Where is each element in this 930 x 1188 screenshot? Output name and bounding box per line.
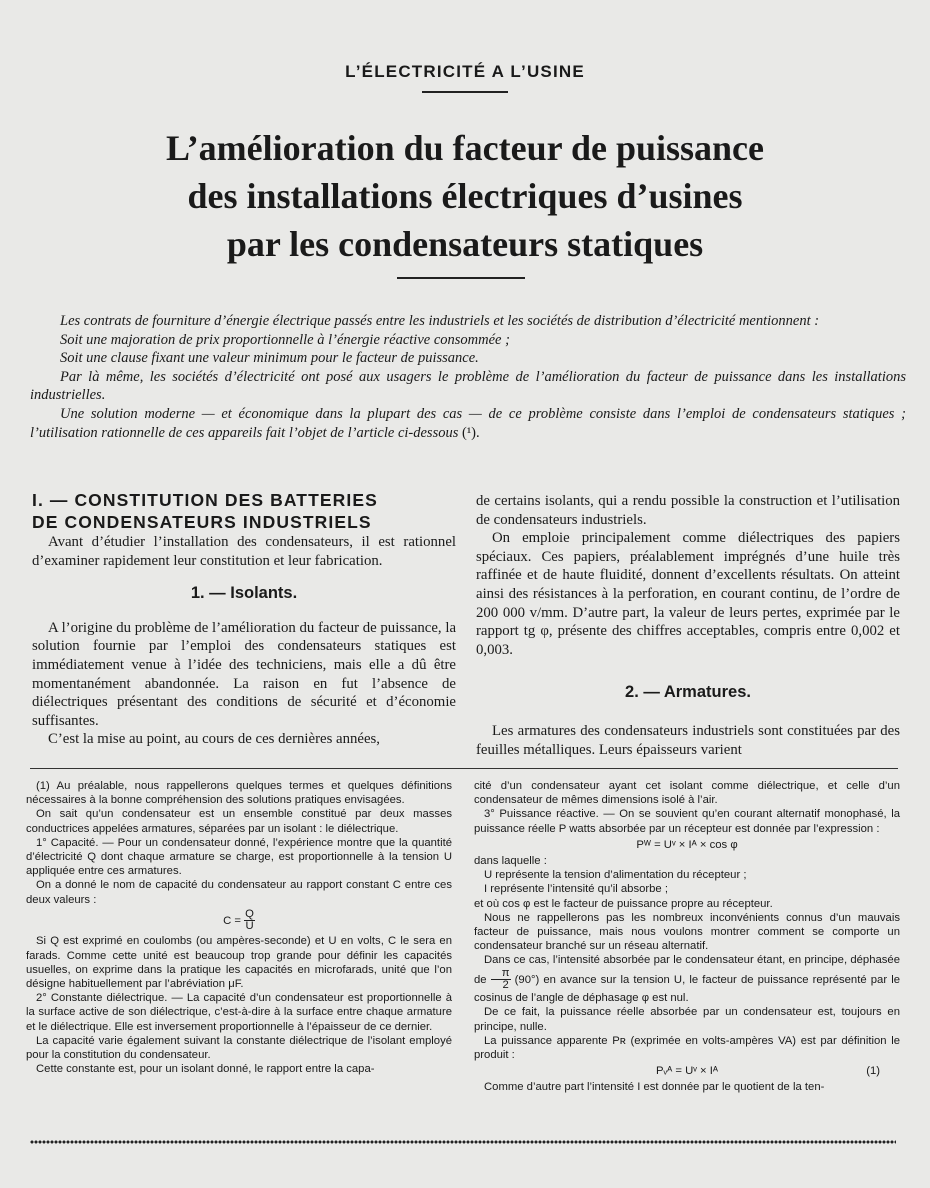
power-formula: Pᵂ = Uᵛ × Iᴬ × cos φ <box>636 838 738 851</box>
formula-lhs: C = <box>223 914 241 927</box>
footnotes-right <box>474 779 900 1095</box>
lede-paragraph-2: Soit une majoration de prix proportionnelle à l’énergie réactive consommée ; <box>60 331 510 348</box>
footnote-r-3: dans laquelle : <box>474 855 547 868</box>
left-paragraph-1: Avant d’étudier l’installation des condensateurs, il est rationnel d’examiner rapidement leur constitution et leur fabrication. <box>32 534 456 569</box>
section-heading-line-2: DE CONDENSATEURS INDUSTRIELS <box>32 512 372 532</box>
left-column <box>32 489 456 749</box>
footnote-r-8a: Dans ce cas, l’intensité absorbée par le condensateur étant, en principe, déphasée de <box>474 954 900 986</box>
footnote-r-8b: (90°) en avance sur la tension U, le facteur de puissance représenté par le cosinus de l’angle de déphasage φ est nul. <box>474 973 901 1005</box>
footnote-r-7: Nous ne rappellerons pas les nombreux inconvénients connus d’un mauvais facteur de puissance, mais nous voulons montrer comment se comporte un condensateur branché sur un réseau alternatif. <box>474 911 900 953</box>
phase-denominator: 2 <box>502 978 509 991</box>
lede-paragraph-5 <box>30 405 906 442</box>
title-line-1: L’amélioration du facteur de puissance <box>165 128 765 168</box>
title-line-2: des installations électriques d’usines <box>187 176 743 216</box>
footnote-text-7: La capacité varie également suivant la constante diélectrique de l’isolant employé pour la constitution du condensateur. <box>26 1034 452 1062</box>
lede-paragraph-3: Soit une clause fixant une valeur minimum pour le facteur de puissance. <box>60 350 479 367</box>
footnote-text-8: Cette constante est, pour un isolant donné, le rapport entre la capa- <box>36 1063 375 1076</box>
title-line-3: par les condensateurs statiques <box>226 224 704 264</box>
footnote-separator <box>30 768 898 769</box>
footnote-text-2: On sait qu’un condensateur est un ensemble constitué par deux masses conductrices appelées armatures, séparées par un isolant : le diélectrique. <box>26 808 452 835</box>
lede-paragraph-4: Par là même, les sociétés d’électricité ont posé aux usagers le problème de l’amélioration du facteur de puissance dans les installations industrielles. <box>30 368 906 404</box>
bottom-dotted-border <box>30 1140 896 1144</box>
left-paragraph-2: A l’origine du problème de l’amélioration du facteur de puissance, la solution fournie par l’emploi des condensateurs statiques est immédiatement venue à l’idée des techniciens, mais elle a dû être momentanément abandonnée. La raison en fut l’absence de diélectriques présentant des conditions de sécurité et d’économie suffisantes. <box>32 619 457 729</box>
formula-fraction <box>244 909 255 933</box>
capacity-formula <box>26 909 452 933</box>
footnote-r-11: Comme d’autre part l’intensité I est donnée par le quotient de la ten- <box>484 1081 825 1094</box>
right-paragraph-3: Les armatures des condensateurs industriels sont constituées par des feuilles métalliques. Leurs épaisseurs varient <box>476 722 900 758</box>
right-paragraph-2: On emploie principalement comme diélectriques des papiers spéciaux. Ces papiers, préalablement imprégnés d’une huile très raffinée et de haute fluidité, donnent d’excellents résultats. On atteint ainsi des résistances à la perforation, en courant continu, de l’ordre de 200 000 v/mm. D’autre part, la valeur de leurs pertes, exprimée par le rapport tg φ, présente des chiffres acceptables, compris entre 0,002 et 0,003. <box>476 530 900 658</box>
footnote-text-5: Si Q est exprimé en coulombs (ou ampères-seconde) et U en volts, C le sera en farads. Comme cette unité est beaucoup trop grande pour définir les capacités usuelles, on exprime dans la pratique les capacités en microfarads, unité que l’on désigne habituellement par l’abréviation μF. <box>26 935 452 991</box>
section-heading-line-1: I. — CONSTITUTION DES BATTERIES <box>32 490 378 510</box>
article-title <box>30 124 900 268</box>
rubric-title: L’ÉLECTRICITÉ A L’USINE <box>345 62 585 81</box>
right-column <box>476 492 900 759</box>
equation-number: (1) <box>866 1065 880 1078</box>
footnote-r-9: De ce fait, la puissance réelle absorbée par un condensateur est, toujours en principe, nulle. <box>474 1006 900 1033</box>
footnote-ref: (¹). <box>461 424 480 441</box>
subheading-armatures: 2. — Armatures. <box>625 683 751 702</box>
footnote-r-8 <box>474 953 900 1005</box>
phase-numerator: π <box>491 968 511 980</box>
formula-denominator: U <box>245 920 254 933</box>
right-paragraph-1: de certains isolants, qui a rendu possible la construction et l’utilisation de condensateurs industriels. <box>476 493 900 528</box>
footnote-r-1: cité d’un condensateur ayant cet isolant comme diélectrique, et celle d’un condensateur de mêmes dimensions isolé à l’air. <box>474 780 900 807</box>
footnote-puissance-apparente: La puissance apparente Pʀ (exprimée en volts-ampères VA) est par définition le produit : <box>474 1034 900 1062</box>
rubric-divider <box>422 91 508 93</box>
apparent-power-expression: Pᵥᴬ = Uᵛ × Iᴬ <box>655 1065 719 1078</box>
lede-paragraph-5-text: Une solution moderne — et économique dans la plupart des cas — de ce problème consiste dans l’emploi de condensateurs statiques ; l’utilisation rationnelle de ces appareils fait l’objet de l’article ci-dessous <box>30 405 906 441</box>
footnote-text-4: On a donné le nom de capacité du condensateur au rapport constant C entre ces deux valeurs : <box>26 879 452 906</box>
footnote-r-4: U représente la tension d’alimentation du récepteur ; <box>484 869 747 882</box>
article-lede <box>30 312 906 442</box>
left-paragraph-3: C’est la mise au point, au cours de ces dernières années, <box>48 731 380 748</box>
formula-numerator: Q <box>245 907 254 920</box>
footnote-1: (1) Au préalable, nous rappellerons quelques termes et quelques définitions nécessaires à la bonne compréhension des solutions pratiques envisagées. <box>26 780 452 807</box>
footnotes-left <box>26 779 452 1076</box>
footnote-puissance-reactive: 3° Puissance réactive. — On se souvient qu’en courant alternatif monophasé, la puissance réelle P watts absorbée par un récepteur est donnée par l’expression : <box>474 808 900 835</box>
apparent-power-formula <box>474 1064 900 1078</box>
subheading-isolants: 1. — Isolants. <box>190 584 298 603</box>
footnote-constante: 2° Constante diélectrique. — La capacité d’un condensateur est proportionnelle à la surface active de son diélectrique, c’est-à-dire à la surface entre chaque armature et le diélectrique. Elle est inversement proportionnelle à l’épaisseur de ce dernier. <box>26 992 452 1033</box>
lede-paragraph-1: Les contrats de fourniture d’énergie électrique passés entre les industriels et les sociétés de distribution d’électricité mentionnent : <box>60 313 820 329</box>
footnote-r-6: et où cos φ est le facteur de puissance propre au récepteur. <box>474 897 773 910</box>
title-divider <box>397 277 525 279</box>
footnote-capacite: 1° Capacité. — Pour un condensateur donné, l’expérience montre que la quantité d’électricité Q dont chaque armature se charge, est proportionnelle à la tension U appliquée entre ces armatures. <box>26 836 452 878</box>
footnote-r-5: I représente l’intensité qu’il absorbe ; <box>484 883 668 896</box>
phase-fraction <box>491 968 511 992</box>
